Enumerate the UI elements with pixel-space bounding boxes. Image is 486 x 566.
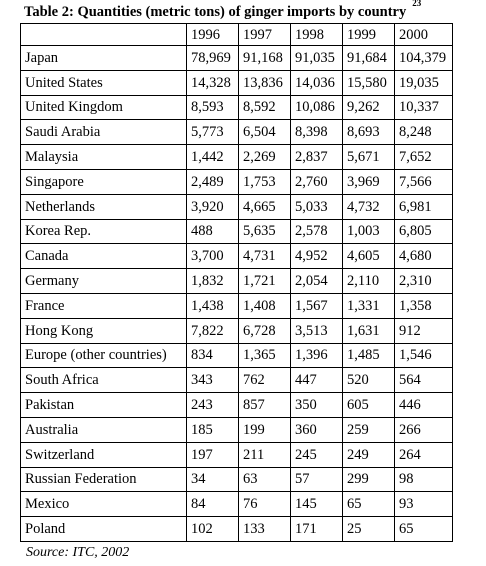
value-cell: 185 <box>187 417 239 442</box>
table-row <box>21 318 453 343</box>
country-cell: Singapore <box>21 169 187 194</box>
header-cell: 1998 <box>291 24 343 46</box>
value-cell: 447 <box>291 368 343 393</box>
value-cell: 4,680 <box>395 244 453 269</box>
value-cell: 4,732 <box>343 194 395 219</box>
value-cell: 2,578 <box>291 219 343 244</box>
country-cell: Switzerland <box>21 442 187 467</box>
table-title-text: Table 2: Quantities (metric tons) of ginger imports by country <box>24 3 407 20</box>
country-cell: Korea Rep. <box>21 219 187 244</box>
country-cell: Netherlands <box>21 194 187 219</box>
table-row <box>21 46 453 71</box>
header-row <box>21 24 453 46</box>
value-cell: 5,635 <box>239 219 291 244</box>
value-cell: 762 <box>239 368 291 393</box>
value-cell: 34 <box>187 467 239 492</box>
value-cell: 5,773 <box>187 120 239 145</box>
value-cell: 6,728 <box>239 318 291 343</box>
value-cell: 1,546 <box>395 343 453 368</box>
value-cell: 2,837 <box>291 145 343 170</box>
value-cell: 1,408 <box>239 293 291 318</box>
value-cell: 6,805 <box>395 219 453 244</box>
country-cell: Europe (other countries) <box>21 343 187 368</box>
value-cell: 264 <box>395 442 453 467</box>
country-cell: Germany <box>21 269 187 294</box>
value-cell: 259 <box>343 417 395 442</box>
value-cell: 6,981 <box>395 194 453 219</box>
value-cell: 834 <box>187 343 239 368</box>
footnote-ref: 23 <box>412 0 422 8</box>
country-cell: Poland <box>21 517 187 542</box>
value-cell: 102 <box>187 517 239 542</box>
ginger-imports-table <box>20 23 453 542</box>
country-cell: Saudi Arabia <box>21 120 187 145</box>
country-cell: Hong Kong <box>21 318 187 343</box>
table-row <box>21 442 453 467</box>
value-cell: 605 <box>343 393 395 418</box>
value-cell: 1,396 <box>291 343 343 368</box>
table-row <box>21 70 453 95</box>
table-row <box>21 244 453 269</box>
value-cell: 19,035 <box>395 70 453 95</box>
table-row <box>21 293 453 318</box>
header-cell: 1999 <box>343 24 395 46</box>
value-cell: 343 <box>187 368 239 393</box>
value-cell: 4,665 <box>239 194 291 219</box>
country-cell: Malaysia <box>21 145 187 170</box>
value-cell: 133 <box>239 517 291 542</box>
value-cell: 8,593 <box>187 95 239 120</box>
value-cell: 857 <box>239 393 291 418</box>
value-cell: 145 <box>291 492 343 517</box>
value-cell: 3,920 <box>187 194 239 219</box>
value-cell: 2,054 <box>291 269 343 294</box>
table-row <box>21 343 453 368</box>
value-cell: 57 <box>291 467 343 492</box>
value-cell: 91,684 <box>343 46 395 71</box>
value-cell: 8,248 <box>395 120 453 145</box>
value-cell: 1,442 <box>187 145 239 170</box>
value-cell: 912 <box>395 318 453 343</box>
table-row <box>21 269 453 294</box>
source-note: Source: ITC, 2002 <box>26 545 130 560</box>
value-cell: 10,086 <box>291 95 343 120</box>
table-row <box>21 417 453 442</box>
table-row <box>21 194 453 219</box>
value-cell: 3,513 <box>291 318 343 343</box>
value-cell: 7,652 <box>395 145 453 170</box>
value-cell: 360 <box>291 417 343 442</box>
value-cell: 350 <box>291 393 343 418</box>
value-cell: 6,504 <box>239 120 291 145</box>
value-cell: 211 <box>239 442 291 467</box>
country-cell: France <box>21 293 187 318</box>
value-cell: 488 <box>187 219 239 244</box>
table-row <box>21 467 453 492</box>
country-cell: Japan <box>21 46 187 71</box>
country-cell: Canada <box>21 244 187 269</box>
value-cell: 1,721 <box>239 269 291 294</box>
country-cell: United States <box>21 70 187 95</box>
value-cell: 446 <box>395 393 453 418</box>
value-cell: 25 <box>343 517 395 542</box>
value-cell: 243 <box>187 393 239 418</box>
value-cell: 14,328 <box>187 70 239 95</box>
header-cell <box>21 24 187 46</box>
value-cell: 5,671 <box>343 145 395 170</box>
table-row <box>21 145 453 170</box>
value-cell: 98 <box>395 467 453 492</box>
value-cell: 15,580 <box>343 70 395 95</box>
value-cell: 2,310 <box>395 269 453 294</box>
table-row <box>21 368 453 393</box>
value-cell: 1,832 <box>187 269 239 294</box>
value-cell: 2,110 <box>343 269 395 294</box>
value-cell: 93 <box>395 492 453 517</box>
value-cell: 13,836 <box>239 70 291 95</box>
country-cell: Australia <box>21 417 187 442</box>
table-row <box>21 95 453 120</box>
value-cell: 84 <box>187 492 239 517</box>
table-row <box>21 492 453 517</box>
value-cell: 7,822 <box>187 318 239 343</box>
table-title <box>24 2 421 21</box>
value-cell: 4,731 <box>239 244 291 269</box>
value-cell: 3,700 <box>187 244 239 269</box>
value-cell: 9,262 <box>343 95 395 120</box>
value-cell: 197 <box>187 442 239 467</box>
table-row <box>21 120 453 145</box>
value-cell: 3,969 <box>343 169 395 194</box>
value-cell: 2,269 <box>239 145 291 170</box>
value-cell: 91,035 <box>291 46 343 71</box>
country-cell: South Africa <box>21 368 187 393</box>
value-cell: 63 <box>239 467 291 492</box>
value-cell: 1,358 <box>395 293 453 318</box>
value-cell: 8,398 <box>291 120 343 145</box>
value-cell: 104,379 <box>395 46 453 71</box>
table-row <box>21 393 453 418</box>
value-cell: 245 <box>291 442 343 467</box>
value-cell: 249 <box>343 442 395 467</box>
value-cell: 1,438 <box>187 293 239 318</box>
value-cell: 4,952 <box>291 244 343 269</box>
value-cell: 14,036 <box>291 70 343 95</box>
table-row <box>21 517 453 542</box>
country-cell: Mexico <box>21 492 187 517</box>
header-cell: 1996 <box>187 24 239 46</box>
value-cell: 1,003 <box>343 219 395 244</box>
value-cell: 76 <box>239 492 291 517</box>
value-cell: 1,331 <box>343 293 395 318</box>
value-cell: 78,969 <box>187 46 239 71</box>
country-cell: Russian Federation <box>21 467 187 492</box>
value-cell: 1,753 <box>239 169 291 194</box>
value-cell: 2,489 <box>187 169 239 194</box>
value-cell: 7,566 <box>395 169 453 194</box>
header-cell: 2000 <box>395 24 453 46</box>
value-cell: 5,033 <box>291 194 343 219</box>
value-cell: 520 <box>343 368 395 393</box>
value-cell: 1,365 <box>239 343 291 368</box>
value-cell: 10,337 <box>395 95 453 120</box>
value-cell: 1,631 <box>343 318 395 343</box>
value-cell: 1,567 <box>291 293 343 318</box>
table-row <box>21 219 453 244</box>
value-cell: 199 <box>239 417 291 442</box>
value-cell: 2,760 <box>291 169 343 194</box>
value-cell: 65 <box>343 492 395 517</box>
country-cell: Pakistan <box>21 393 187 418</box>
header-cell: 1997 <box>239 24 291 46</box>
value-cell: 65 <box>395 517 453 542</box>
country-cell: United Kingdom <box>21 95 187 120</box>
value-cell: 8,693 <box>343 120 395 145</box>
table-row <box>21 169 453 194</box>
value-cell: 8,592 <box>239 95 291 120</box>
value-cell: 4,605 <box>343 244 395 269</box>
value-cell: 266 <box>395 417 453 442</box>
value-cell: 564 <box>395 368 453 393</box>
value-cell: 171 <box>291 517 343 542</box>
value-cell: 1,485 <box>343 343 395 368</box>
value-cell: 299 <box>343 467 395 492</box>
value-cell: 91,168 <box>239 46 291 71</box>
